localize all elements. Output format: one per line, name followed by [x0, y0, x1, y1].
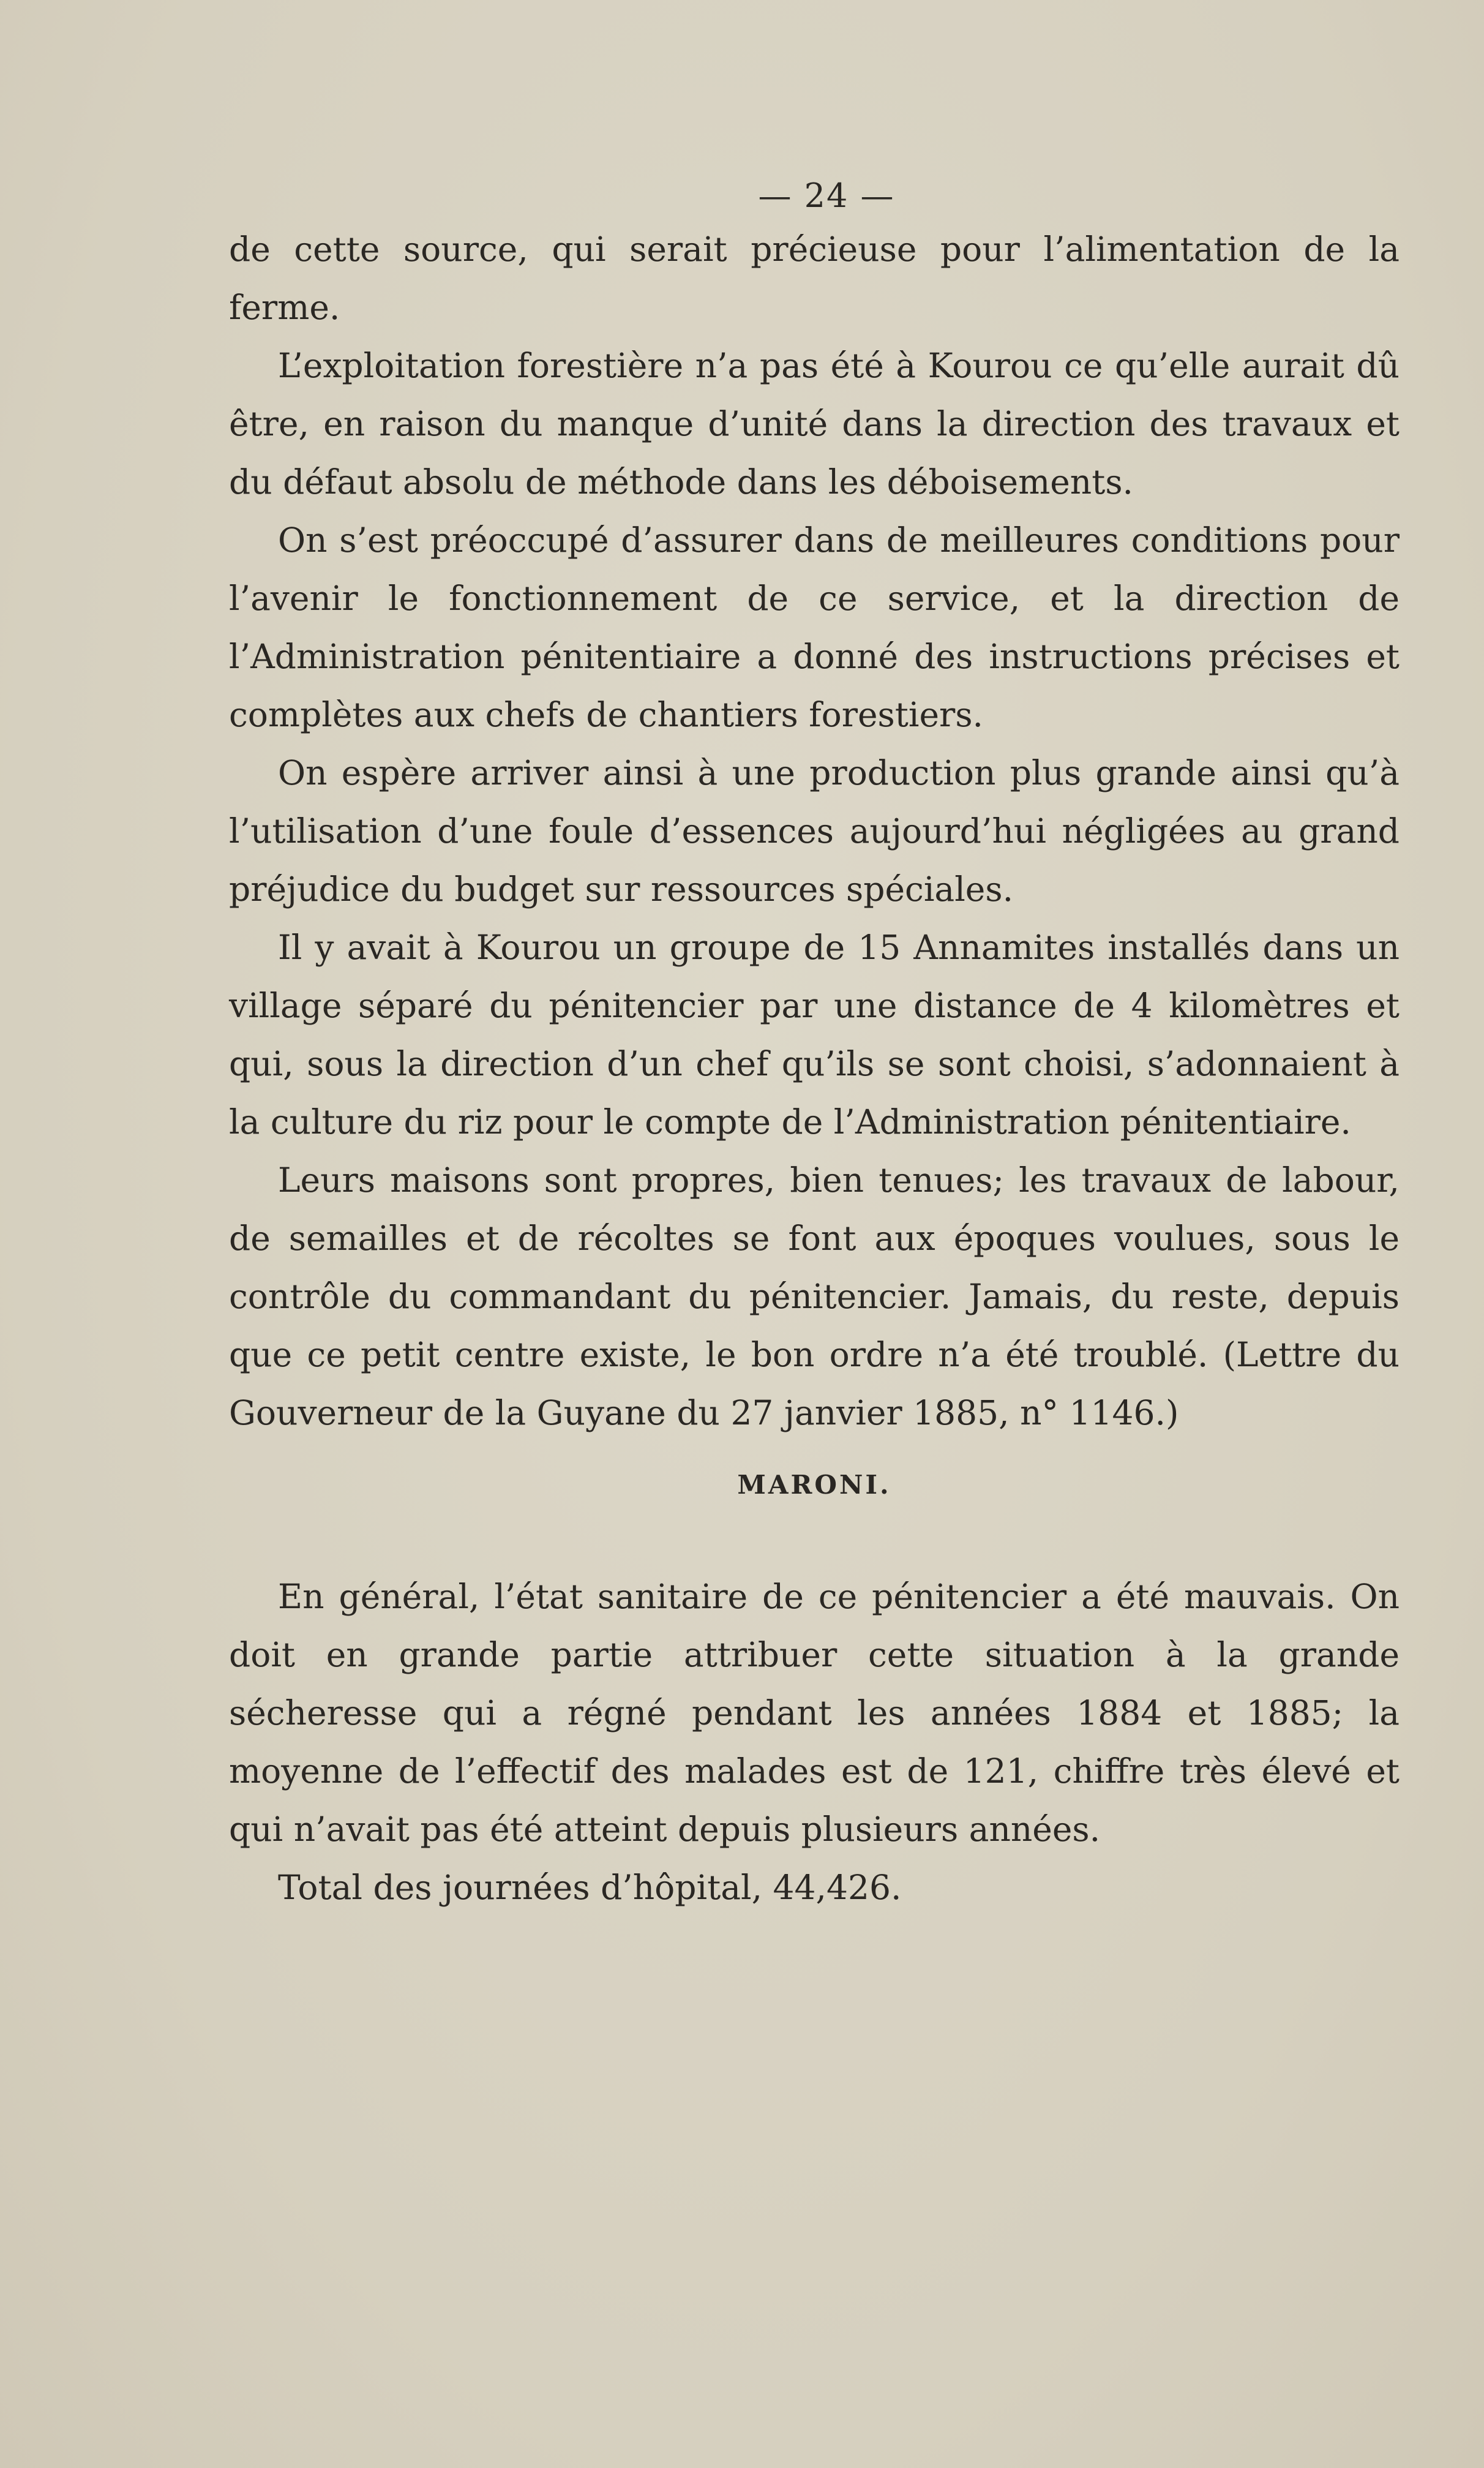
section-title-maroni: MARONI. — [737, 1470, 891, 1500]
page-text-block — [229, 171, 1400, 1917]
paragraph-hospital-days: Total des journées d’hôpital, 44,426. — [278, 1868, 902, 1907]
paragraph-production-hope: On espère arriver ainsi à une production plus grande ainsi qu’à l’utilisation d’une foule d’essences aujourd’hui négligées au grand préjudice du budget sur ressources spéciales. — [229, 753, 1400, 909]
paragraph-sanitary-state: En général, l’état sanitaire de ce pénitencier a été mauvais. On doit en grande partie attribuer cette situation à la grande sécheresse qui a régné pendant les années 1884 et 1885; la moyenne de l’effectif des malades est de 121, chiffre très élevé et qui n’avait pas été atteint depuis plusieurs années. — [229, 1577, 1400, 1849]
paragraph-forest-exploitation: L’exploitation forestière n’a pas été à Kourou ce qu’elle aurait dû être, en raison du manque d’unité dans la direction des travaux et du défaut absolu de méthode dans les déboisements. — [229, 346, 1400, 502]
paragraph-service-improvement: On s’est préoccupé d’assurer dans de meilleures conditions pour l’avenir le fonctionnement de ce service, et la direction de l’Administration pénitentiaire a donné des instructions précises et complètes aux chefs de chantiers forestiers. — [229, 521, 1400, 734]
paragraph-annamites: Il y avait à Kourou un groupe de 15 Annamites installés dans un village séparé du pénitencier par une distance de 4 kilomètres et qui, sous la direction d’un chef qu’ils se sont choisi, s’adonnaient à la culture du riz pour le compte de l’Administration pénitentiaire. — [229, 928, 1400, 1142]
paragraph-continued: de cette source, qui serait précieuse pour l’alimentation de la ferme. — [229, 230, 1400, 327]
page-number: — 24 — — [758, 176, 895, 215]
paragraph-houses: Leurs maisons sont propres, bien tenues; les travaux de labour, de semailles et de récoltes se font aux époques voulues, sous le contrôle du commandant du pénitencier. Jamais, du reste, depuis que ce petit centre existe, le bon ordre n’a été troublé. (Lettre du Gouverneur de la Guyane du 27 janvier 1885, n° 1146.) — [229, 1161, 1400, 1432]
